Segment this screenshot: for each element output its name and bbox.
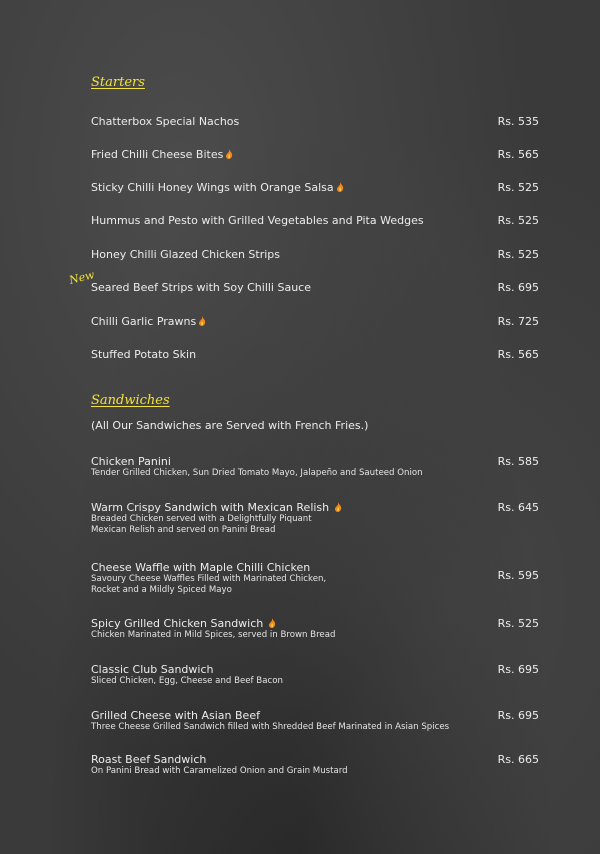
item-name: Cheese Waffle with Maple Chilli Chicken [91,561,311,574]
item-name: Spicy Grilled Chicken Sandwich [91,617,264,630]
item-name: Seared Beef Strips with Soy Chilli Sauce [91,281,311,294]
sandwiches-heading: Sandwiches [91,393,170,408]
item-description: Mexican Relish and served on Panini Bread [91,525,276,535]
item-price: Rs. 525 [497,617,539,630]
menu-item [91,281,539,294]
item-price: Rs. 535 [497,115,539,128]
item-description: Three Cheese Grilled Sandwich filled with Shredded Beef Marinated in Asian Spices [91,722,450,732]
menu-item [91,148,539,161]
new-badge: New [67,268,96,287]
menu-item [91,561,539,596]
item-name: Chilli Garlic Prawns [91,315,197,328]
item-description: Tender Grilled Chicken, Sun Dried Tomato Mayo, Jalapeño and Sauteed Onion [91,468,423,478]
menu-item [91,753,539,777]
menu-item [91,348,539,361]
item-description: Savoury Cheese Waffles Filled with Marinated Chicken, [91,574,327,584]
item-price: Rs. 525 [497,214,539,227]
item-price: Rs. 695 [497,663,539,676]
item-description: Rocket and a Mildly Spiced Mayo [91,585,232,595]
chili-flame-icon [225,149,233,159]
item-price: Rs. 695 [497,281,539,294]
item-name: Chicken Panini [91,455,171,468]
menu-item [91,709,539,733]
menu-item [91,663,539,687]
item-name: Stuffed Potato Skin [91,348,197,361]
item-description: On Panini Bread with Caramelized Onion and Grain Mustard [91,766,348,776]
item-name: Warm Crispy Sandwich with Mexican Relish [91,501,330,514]
item-name: Chatterbox Special Nachos [91,115,240,128]
item-price: Rs. 525 [497,181,539,194]
starters-heading: Starters [91,75,145,90]
item-description: Chicken Marinated in Mild Spices, served in Brown Bread [91,630,336,640]
menu-item [91,501,539,536]
item-description: Sliced Chicken, Egg, Cheese and Beef Bacon [91,676,283,686]
item-name: Honey Chilli Glazed Chicken Strips [91,248,281,261]
chili-flame-icon [268,618,276,628]
chili-flame-icon [334,502,342,512]
menu-item [91,617,539,641]
menu-item [91,248,539,261]
item-name: Classic Club Sandwich [91,663,214,676]
item-price: Rs. 595 [497,569,539,582]
item-price: Rs. 665 [497,753,539,766]
menu-item [91,214,539,227]
item-name: Sticky Chilli Honey Wings with Orange Salsa [91,181,334,194]
item-price: Rs. 645 [497,501,539,514]
menu-item [91,315,539,328]
item-price: Rs. 695 [497,709,539,722]
sandwiches-note: (All Our Sandwiches are Served with French Fries.) [91,419,369,432]
item-name: Fried Chilli Cheese Bites [91,148,224,161]
item-price: Rs. 725 [497,315,539,328]
item-price: Rs. 585 [497,455,539,468]
item-description: Breaded Chicken served with a Delightfully Piquant [91,514,312,524]
chili-flame-icon [198,316,206,326]
menu-item [91,181,539,194]
chili-flame-icon [336,182,344,192]
item-price: Rs. 525 [497,248,539,261]
item-name: Roast Beef Sandwich [91,753,207,766]
menu-item [91,455,539,479]
item-name: Hummus and Pesto with Grilled Vegetables and Pita Wedges [91,214,424,227]
item-price: Rs. 565 [497,348,539,361]
item-price: Rs. 565 [497,148,539,161]
item-name: Grilled Cheese with Asian Beef [91,709,260,722]
menu-item [91,115,539,128]
